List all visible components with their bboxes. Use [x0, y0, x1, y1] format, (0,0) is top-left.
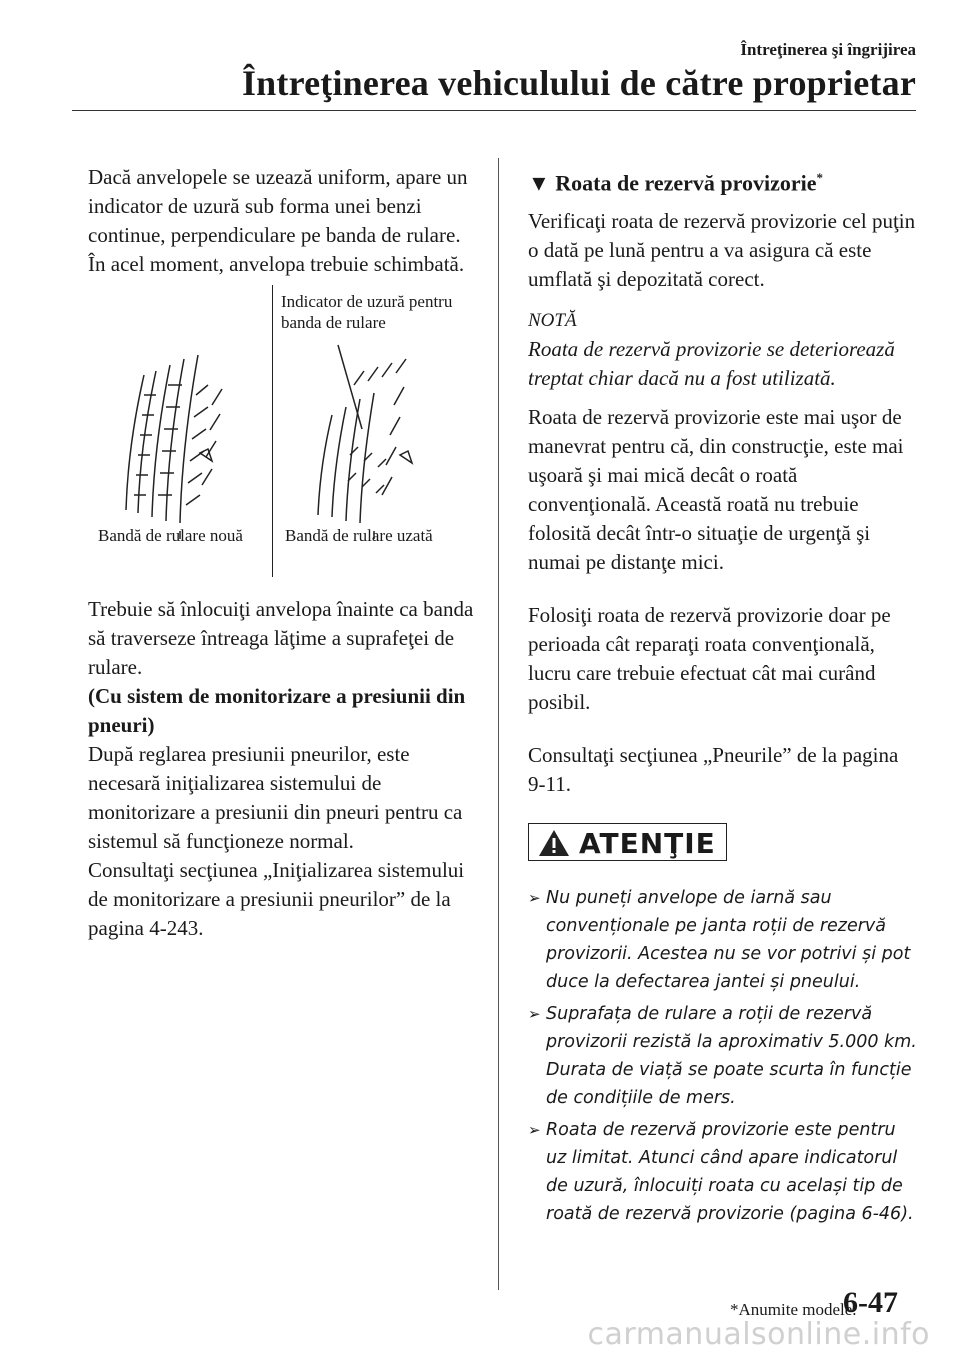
watermark: carmanualsonline.info [587, 1317, 930, 1352]
wear-indicator-label: Indicator de uzură pentru banda de rulare [281, 292, 453, 332]
header-rule [72, 110, 916, 111]
worn-tread-label: Bandă de rulare uzată [285, 526, 433, 545]
figure-divider [272, 285, 273, 577]
list-item [528, 884, 920, 996]
right-column [528, 163, 920, 1232]
right-paragraph-3: Folosiţi roata de rezervă provizorie doar pe perioada cât reparaţi roata convenţională, lucru care trebuie efectuat cât mai curând posibil. [528, 603, 891, 715]
tpms-subheading: (Cu sistem de monitorizare a presiunii din pneuri) [88, 684, 466, 737]
note-heading: NOTĂ [528, 310, 577, 332]
left-column [88, 163, 480, 943]
list-item [528, 1116, 920, 1228]
triangle-down-icon: ▼ [528, 170, 550, 196]
left-paragraph-5: Consultaţi secţiunea „Iniţializarea sistemului de monitorizare a presiunii pneurilor” de la pagina 4-243. [88, 858, 465, 940]
right-paragraph-4: Consultaţi secţiunea „Pneurile” de la pagina 9-11. [528, 743, 899, 797]
left-paragraph-2: În acel moment, anvelopa trebuie schimbată. [88, 252, 465, 276]
new-tread-label: Bandă de rulare nouă [98, 526, 243, 545]
section-heading [528, 163, 920, 197]
page-title: Întreţinerea vehiculului de către proprietar [241, 63, 916, 103]
note-text: Roata de rezervă provizorie se deteriorează treptat chiar dacă nu a fost utilizată. [528, 337, 895, 391]
caution-item-text: Suprafața de rulare a roții de rezervă provizorii rezistă la aproximativ 5.000 km. Durata de viață se poate scurta în funcție de condițiile de mers. [546, 1004, 917, 1109]
caution-item-text: Roata de rezervă provizorie este pentru uz limitat. Atunci când apare indicatorul de uzură, înlocuiți roata cu același tip de roată de rezervă provizorie (pagina 6-46). [546, 1120, 914, 1225]
page-number: 6-47 [843, 1286, 898, 1319]
arrow-bullet-icon: ➢ [528, 1005, 541, 1024]
caution-list [528, 884, 920, 1228]
warning-icon [537, 828, 571, 858]
list-item [528, 1000, 920, 1112]
tread-figure [88, 285, 480, 585]
caution-box [528, 823, 727, 861]
right-paragraph-2: Roata de rezervă provizorie este mai uşor de manevrat pentru că, din construcţie, este mai uşoară şi mai mică decât o roată convenţională. Această roată nu trebuie folosită decât într-o situaţie de urgenţă şi numai pe distanţe mici. [528, 405, 904, 575]
footnote: *Anumite modele. [730, 1300, 857, 1319]
arrow-bullet-icon: ➢ [528, 889, 541, 908]
left-paragraph-3: Trebuie să înlocuiţi anvelopa înainte ca banda să traverseze întreaga lăţime a suprafeţei de rulare. [88, 597, 474, 679]
caution-label: ATENŢIE [579, 826, 716, 860]
caution-item-text: Nu puneți anvelope de iarnă sau convenționale pe janta roții de rezervă provizorii. Acestea nu se vor potrivi și pot duce la defectarea jantei și pneului. [546, 888, 911, 993]
section-title: Roata de rezervă provizorie [555, 170, 817, 196]
left-paragraph-4: După reglarea presiunii pneurilor, este necesară iniţializarea sistemului de monitorizare a presiunii din pneuri pentru ca sistemul să funcţioneze normal. [88, 742, 463, 853]
left-paragraph-1: Dacă anvelopele se uzează uniform, apare un indicator de uzură sub forma unei benzi continue, perpendiculare pe banda de rulare. [88, 165, 468, 247]
column-divider [498, 158, 499, 1290]
arrow-bullet-icon: ➢ [528, 1121, 541, 1140]
header-section: Întreţinerea şi îngrijirea [740, 40, 916, 59]
right-paragraph-1: Verificaţi roata de rezervă provizorie cel puţin o dată pe lună pentru a va asigura că este umflată şi depozitată corect. [528, 209, 916, 292]
section-asterisk: * [816, 170, 824, 185]
